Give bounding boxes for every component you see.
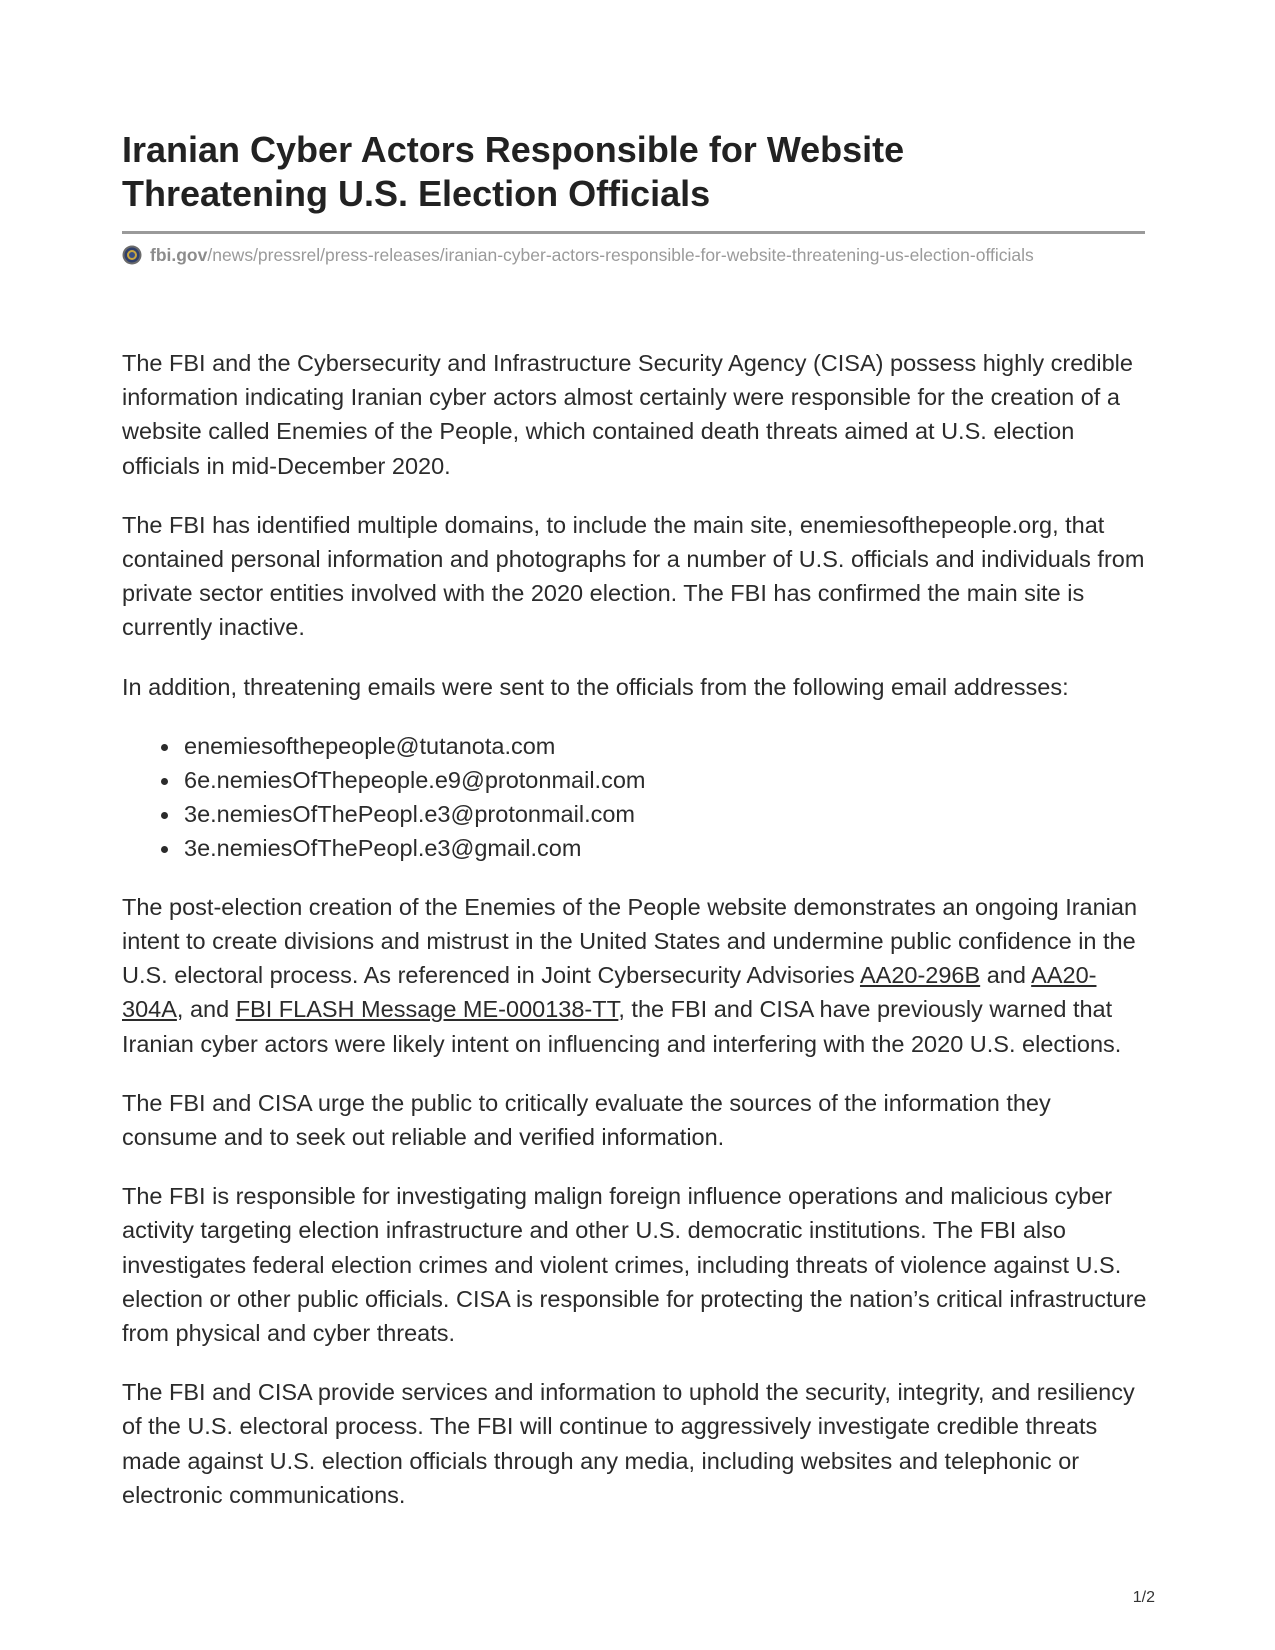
page-number: 1/2 bbox=[1132, 1589, 1155, 1606]
paragraph-4-and-2: , and bbox=[176, 996, 236, 1023]
advisory-aa20-296b-link[interactable]: AA20-296B bbox=[859, 962, 981, 989]
article-body bbox=[122, 346, 1152, 1512]
email-list bbox=[122, 729, 1152, 865]
paragraph-2: The FBI has identified multiple domains, to include the main site, enemiesofthepeople.org, that contained personal information and photographs for a number of U.S. officials and individuals from private sector entities involved with the 2020 election. The FBI has confirmed the main site is currently inactive. bbox=[122, 511, 1145, 641]
advisory-aa20-304a-link[interactable]: AA20-304A bbox=[122, 962, 1097, 1023]
paragraph-4-text-2: , the FBI and CISA have previously warned that Iranian cyber actors were likely intent on influencing and interfering with the 2020 U.S. elections. bbox=[122, 996, 1122, 1057]
paragraph-4 bbox=[122, 890, 1152, 1061]
source-domain: fbi.gov bbox=[150, 245, 208, 265]
paragraph-4-text-1: The post-election creation of the Enemies of the People website demonstrates an ongoing Iranian intent to create divisions and mistrust in the United States and undermine public confidence in the U.S. electoral process. As referenced in Joint Cybersecurity Advisories bbox=[122, 893, 1138, 989]
source-url[interactable] bbox=[122, 244, 1152, 266]
source-path: /news/pressrel/press-releases/iranian-cyber-actors-responsible-for-website-threatening-us-election-officials bbox=[207, 245, 1034, 265]
paragraph-4-and-1: and bbox=[980, 962, 1032, 989]
list-item: 3e.nemiesOfThePeopl.e3@protonmail.com bbox=[184, 797, 1152, 831]
title-line-2: Threatening U.S. Election Officials bbox=[122, 173, 711, 214]
list-item: enemiesofthepeople@tutanota.com bbox=[184, 729, 1152, 763]
paragraph-1: The FBI and the Cybersecurity and Infrastructure Security Agency (CISA) possess highly credible information indicating Iranian cyber actors almost certainly were responsible for the creation of a website called Enemies of the People, which contained death threats aimed at U.S. election officials in mid-December 2020. bbox=[122, 350, 1133, 479]
fbi-seal-icon bbox=[122, 245, 142, 265]
title-line-1: Iranian Cyber Actors Responsible for Website bbox=[122, 129, 905, 170]
paragraph-6: The FBI is responsible for investigating malign foreign influence operations and malicious cyber activity targeting election infrastructure and other U.S. democratic institutions. The FBI also investigates federal election crimes and violent crimes, including threats of violence against U.S. election or other public officials. CISA is responsible for protecting the nation’s critical infrastructure from physical and cyber threats. bbox=[122, 1183, 1147, 1347]
paragraph-7: The FBI and CISA provide services and information to uphold the security, integrity, and resiliency of the U.S. electoral process. The FBI will continue to aggressively investigate credible threats made against U.S. election officials through any media, including websites and telephonic or electronic communications. bbox=[122, 1379, 1135, 1508]
list-item: 6e.nemiesOfThepeople.e9@protonmail.com bbox=[184, 763, 1152, 797]
title-divider bbox=[122, 231, 1145, 234]
paragraph-5: The FBI and CISA urge the public to critically evaluate the sources of the information they consume and to seek out reliable and verified information. bbox=[122, 1089, 1051, 1151]
paragraph-3: In addition, threatening emails were sent to the officials from the following email addresses: bbox=[122, 673, 1069, 700]
fbi-flash-message-link[interactable]: FBI FLASH Message ME-000138-TT bbox=[235, 996, 619, 1023]
page-title bbox=[122, 128, 1152, 216]
list-item: 3e.nemiesOfThePeopl.e3@gmail.com bbox=[184, 831, 1152, 865]
article bbox=[122, 128, 1152, 1537]
